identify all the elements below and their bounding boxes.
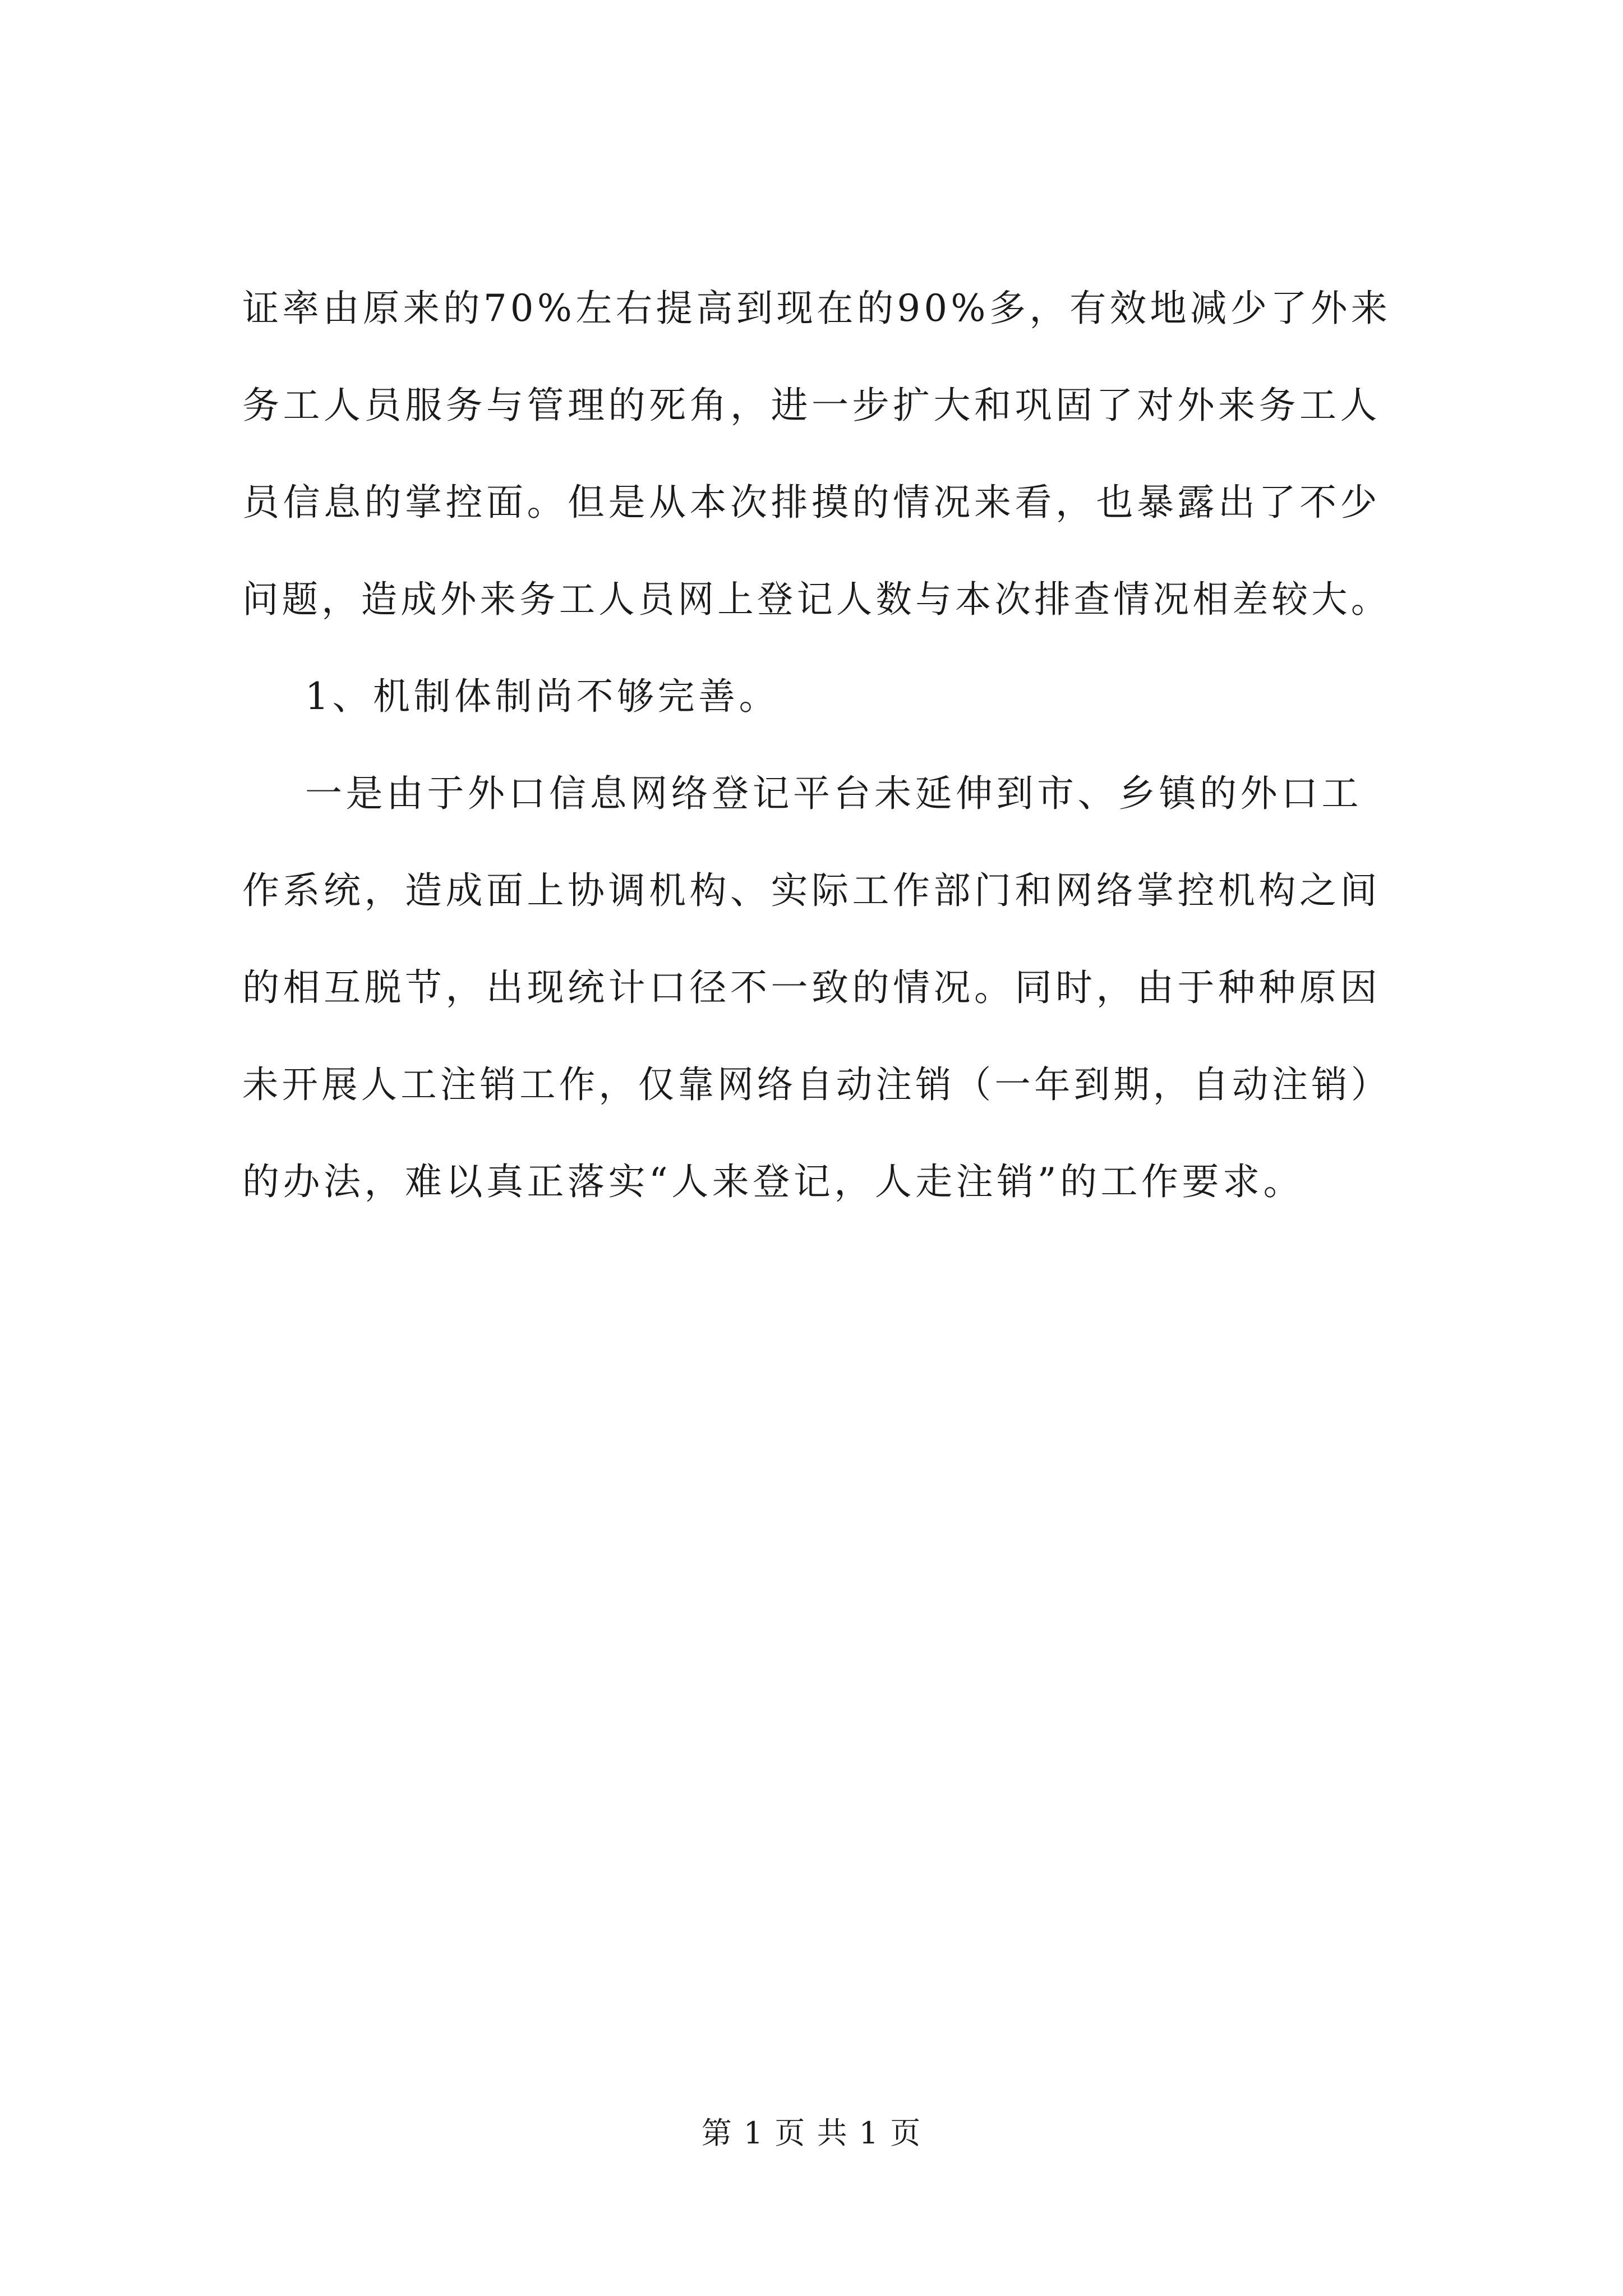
body-text-line: 未开展人工注销工作，仅靠网络自动注销（一年到期，自动注销） <box>242 1063 1391 1106</box>
body-text-line: 证率由原来的70%左右提高到现在的90%多，有效地减少了外来 <box>242 287 1391 330</box>
body-text-line: 的相互脱节，出现统计口径不一致的情况。同时，由于种种原因 <box>242 966 1381 1009</box>
body-text-line: 问题，造成外来务工人员网上登记人数与本次排查情况相差较大。 <box>242 578 1391 621</box>
page-footer: 第 1 页 共 1 页 <box>701 2115 922 2151</box>
body-text-line: 员信息的掌控面。但是从本次排摸的情况来看，也暴露出了不少 <box>242 481 1381 524</box>
body-text-line: 的办法，难以真正落实“人来登记，人走注销”的工作要求。 <box>242 1160 1304 1203</box>
section-heading: 1、机制体制尚不够完善。 <box>305 675 780 718</box>
body-text-line: 一是由于外口信息网络登记平台未延伸到市、乡镇的外口工 <box>305 772 1362 815</box>
body-text-line: 务工人员服务与管理的死角，进一步扩大和巩固了对外来务工人 <box>242 384 1381 427</box>
body-text-line: 作系统，造成面上协调机构、实际工作部门和网络掌控机构之间 <box>242 869 1381 912</box>
